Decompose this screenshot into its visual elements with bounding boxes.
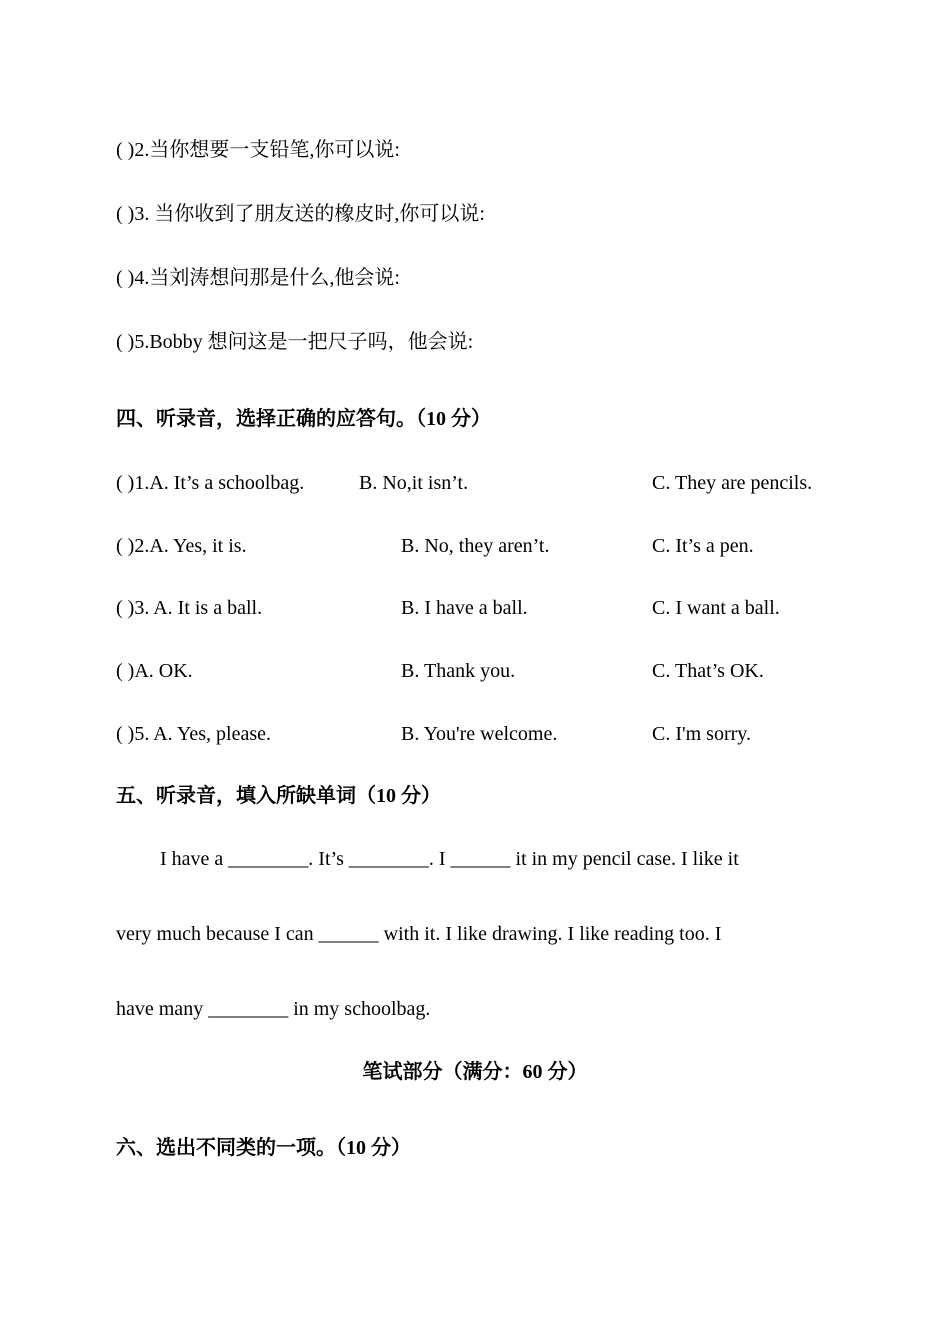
section-6-heading: 六、选出不同类的一项。（10 分） (116, 1137, 411, 1159)
option-c: C. They are pencils. (652, 472, 813, 494)
option-a: ( )3. A. It is a ball. (116, 597, 263, 619)
section-4-heading: 四、听录音，选择正确的应答句。（10 分） (116, 408, 491, 430)
option-b: B. No,it isn’t. (359, 472, 469, 494)
question-3-5: ( )5.Bobby 想问这是一把尺子吗，他会说: (116, 331, 474, 353)
passage-line-3: have many ________ in my schoolbag. (116, 998, 431, 1020)
option-a: ( )A. OK. (116, 660, 193, 682)
option-c: C. I want a ball. (652, 597, 780, 619)
section-5-heading: 五、听录音，填入所缺单词（10 分） (116, 785, 441, 807)
question-3-4: ( )4.当刘涛想问那是什么,他会说: (116, 267, 400, 289)
passage-line-2: very much because I can ______ with it. I like drawing. I like reading too. I (116, 923, 722, 945)
option-b: B. Thank you. (401, 660, 516, 682)
option-c: C. I'm sorry. (652, 723, 751, 745)
option-a: ( )5. A. Yes, please. (116, 723, 271, 745)
written-part-title: 笔试部分（满分：60 分） (362, 1061, 588, 1083)
option-c: C. It’s a pen. (652, 535, 754, 557)
option-b: B. No, they aren’t. (401, 535, 550, 557)
question-3-3: ( )3. 当你收到了朋友送的橡皮时,你可以说: (116, 203, 485, 225)
passage-line-1: I have a ________. It’s ________. I ______ it in my pencil case. I like it (160, 848, 739, 870)
option-a: ( )1.A. It’s a schoolbag. (116, 472, 305, 494)
option-b: B. You're welcome. (401, 723, 558, 745)
option-c: C. That’s OK. (652, 660, 764, 682)
question-3-2: ( )2.当你想要一支铅笔,你可以说: (116, 139, 400, 161)
option-b: B. I have a ball. (401, 597, 528, 619)
option-a: ( )2.A. Yes, it is. (116, 535, 247, 557)
